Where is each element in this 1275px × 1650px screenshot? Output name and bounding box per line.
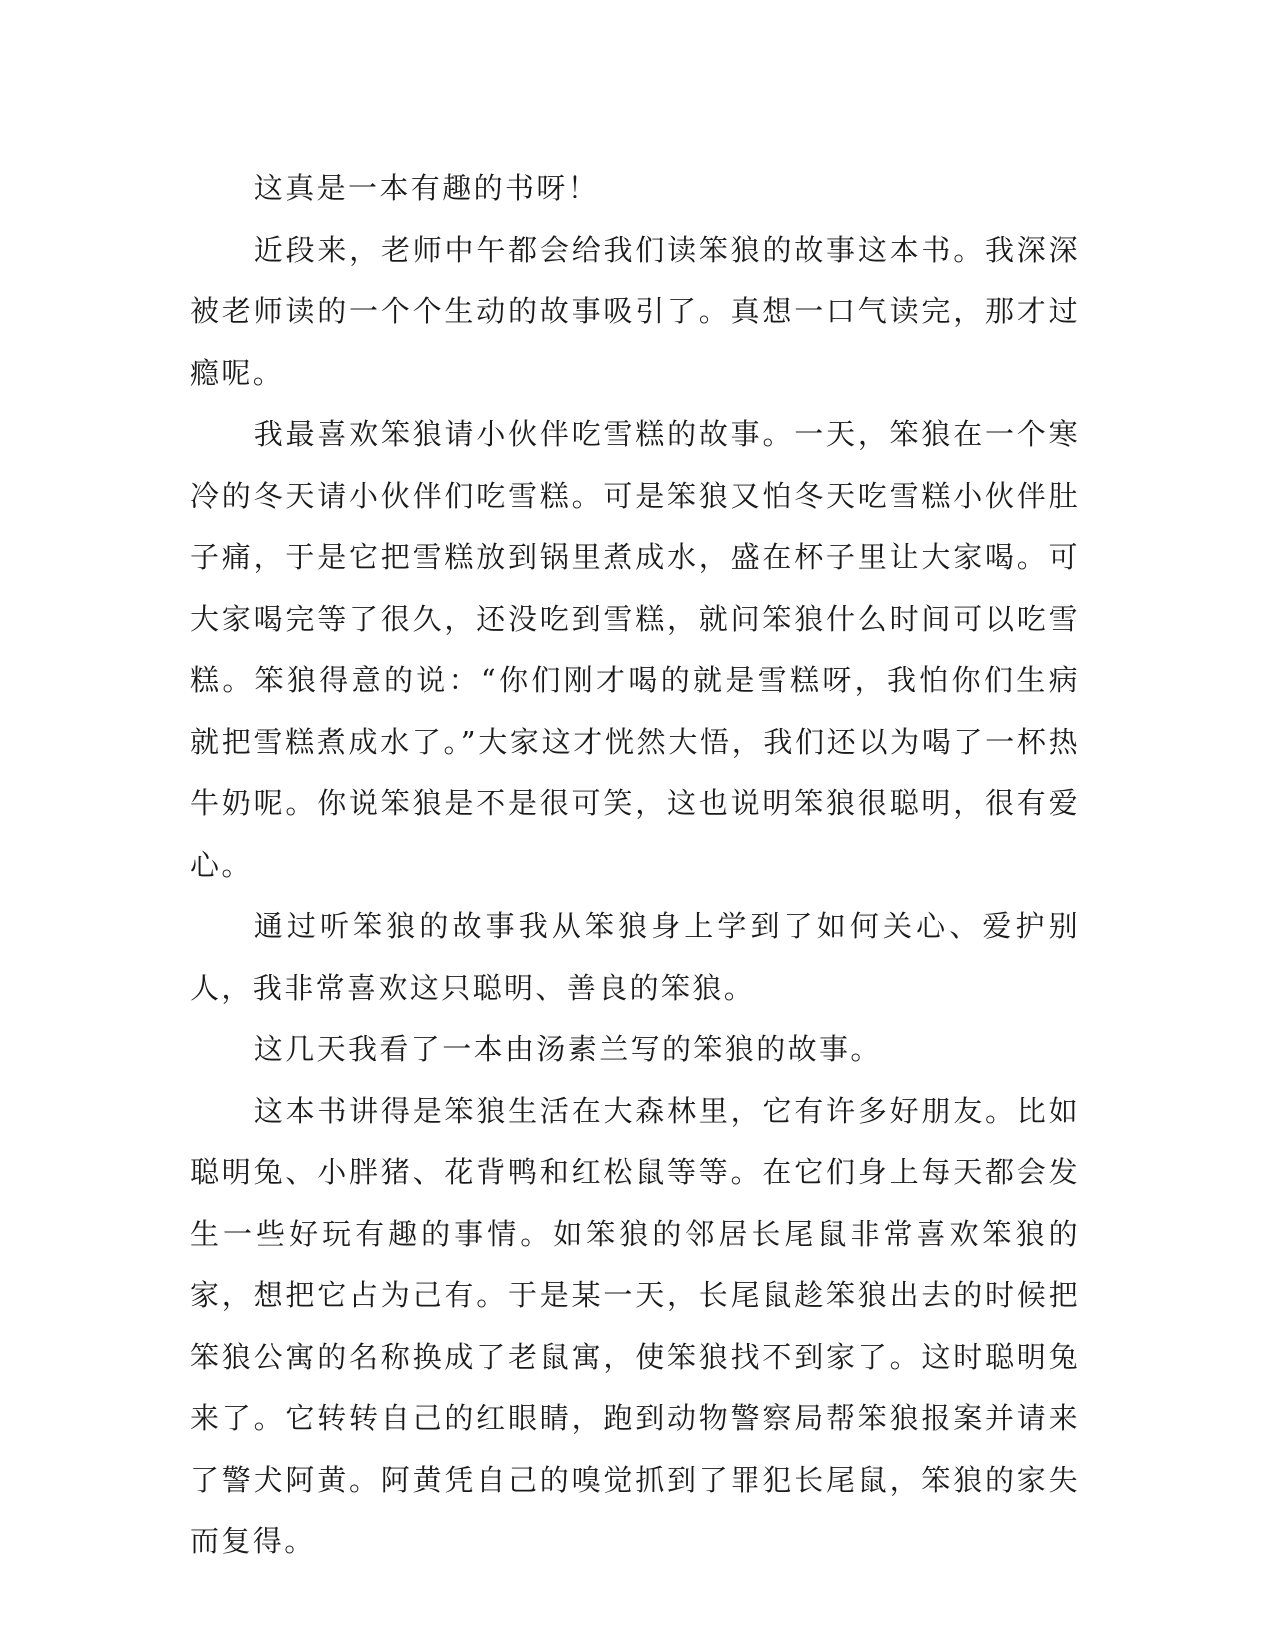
paragraph-3: 我最喜欢笨狼请小伙伴吃雪糕的故事。一天，笨狼在一个寒冷的冬天请小伙伴们吃雪糕。可是笨狼又怕冬天吃雪糕小伙伴肚子痛，于是它把雪糕放到锅里煮成水，盛在杯子里让大家喝。可大家喝完等了很久，还没吃到雪糕，就问笨狼什么时间可以吃雪糕。笨狼得意的说：“你们刚才喝的就是雪糕呀，我怕你们生病就把雪糕煮成水了。”大家这才恍然大悟，我们还以为喝了一杯热牛奶呢。你说笨狼是不是很可笑，这也说明笨狼很聪明，很有爱心。 [190,417,1080,882]
paragraph-6: 这本书讲得是笨狼生活在大森林里，它有许多好朋友。比如聪明兔、小胖猪、花背鸭和红松鼠等等。在它们身上每天都会发生一些好玩有趣的事情。如笨狼的邻居长尾鼠非常喜欢笨狼的家，想把它占为己有。于是某一天，长尾鼠趁笨狼出去的时候把笨狼公寓的名称换成了老鼠寓，使笨狼找不到家了。这时聪明兔来了。它转转自己的红眼睛，跑到动物警察局帮笨狼报案并请来了警犬阿黄。阿黄凭自己的嗅觉抓到了罪犯长尾鼠，笨狼的家失而复得。 [190,1093,1080,1558]
document-body [190,158,1080,1573]
paragraph-5: 这几天我看了一本由汤素兰写的笨狼的故事。 [253,1032,882,1066]
paragraph-4: 通过听笨狼的故事我从笨狼身上学到了如何关心、爱护别人，我非常喜欢这只聪明、善良的笨狼。 [190,909,1080,1005]
paragraph-1: 这真是一本有趣的书呀！ [253,171,600,205]
paragraph-2: 近段来，老师中午都会给我们读笨狼的故事这本书。我深深被老师读的一个个生动的故事吸引了。真想一口气读完，那才过瘾呢。 [190,232,1080,390]
